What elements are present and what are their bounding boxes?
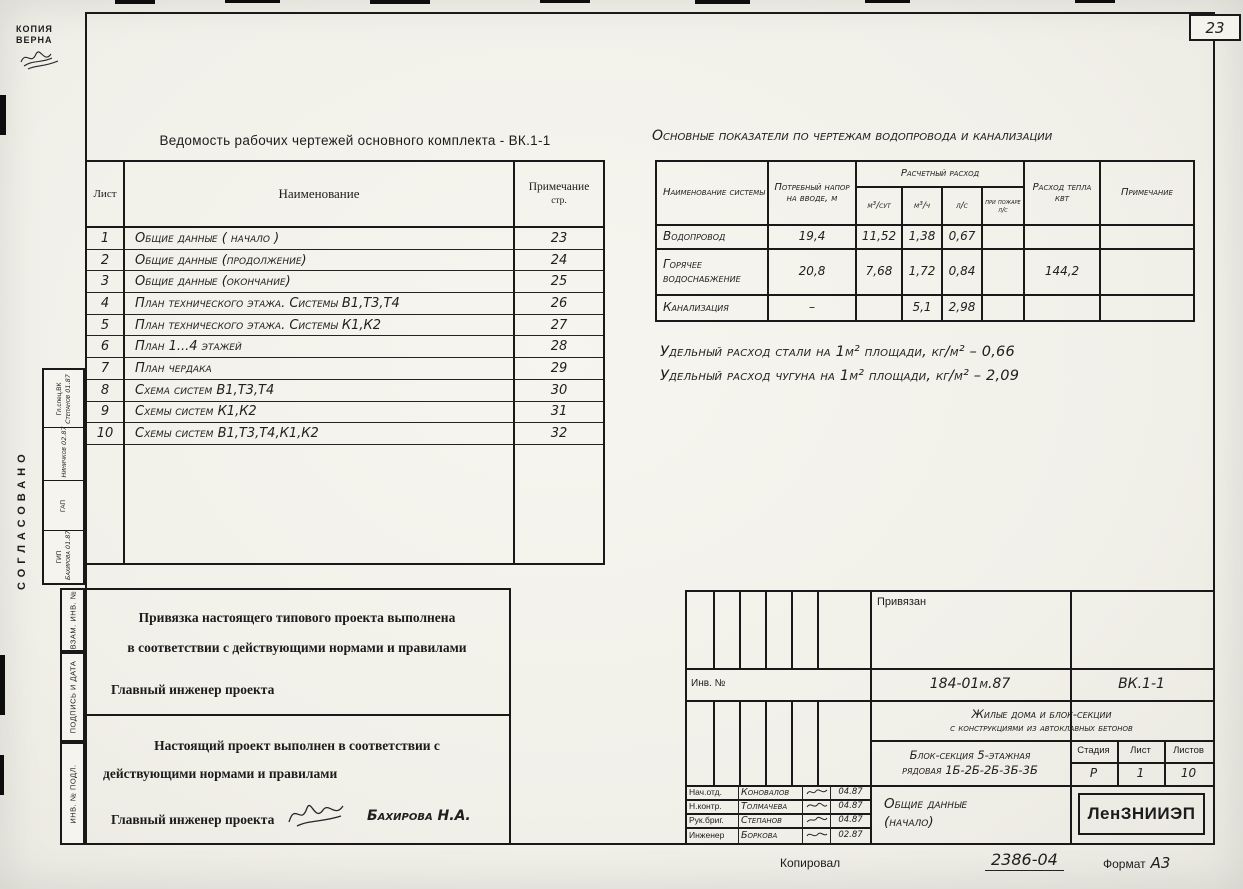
approval-row bbox=[44, 428, 83, 481]
drawing-list-empty-area bbox=[87, 445, 603, 563]
divider bbox=[765, 700, 767, 785]
divider bbox=[739, 700, 741, 785]
divider bbox=[739, 592, 741, 668]
note-label: Примечание bbox=[528, 181, 590, 194]
header-flow-group: Расчетный расход bbox=[857, 162, 1025, 188]
scan-mark bbox=[0, 755, 4, 795]
sheet-number: 7 bbox=[87, 358, 125, 379]
empty-cell bbox=[515, 445, 603, 563]
page-note: 24 bbox=[550, 252, 568, 268]
sheet-number: 9 bbox=[87, 402, 125, 423]
object-name-line: Блок-секция 5-этажная bbox=[909, 747, 1031, 762]
divider bbox=[817, 700, 819, 785]
project-name-line: Жилые дома и блок-секции bbox=[971, 707, 1112, 722]
value-heat: 144,2 bbox=[1025, 250, 1101, 296]
document-number: 2386-04 bbox=[985, 850, 1064, 871]
scan-mark bbox=[225, 0, 280, 3]
scan-mark bbox=[0, 95, 6, 135]
drawing-list-header bbox=[87, 162, 603, 228]
inv-podl-label: ИНВ. № ПОДЛ. bbox=[68, 763, 77, 824]
signer-name: Коновалов bbox=[739, 785, 803, 799]
signer-role: Рук.бриг. bbox=[687, 813, 739, 827]
drawing-list-table bbox=[85, 160, 605, 565]
scan-mark bbox=[540, 0, 590, 3]
divider bbox=[791, 592, 793, 668]
value-note bbox=[1101, 296, 1193, 320]
sheet-number: 6 bbox=[87, 336, 125, 357]
compliance-statement-block bbox=[85, 716, 511, 845]
divider bbox=[765, 592, 767, 668]
page-note: 27 bbox=[550, 317, 568, 333]
divider bbox=[791, 700, 793, 785]
table-row bbox=[87, 336, 603, 358]
sheet-number: 4 bbox=[87, 293, 125, 314]
indicators-table bbox=[655, 160, 1195, 322]
page-note: 32 bbox=[550, 426, 568, 442]
drawing-name: Общие данные ( начало ) bbox=[125, 228, 515, 249]
scan-mark bbox=[0, 655, 5, 715]
value-m3-h: 1,72 bbox=[903, 250, 943, 296]
table-row bbox=[87, 380, 603, 402]
approval-date: 01.87 bbox=[63, 373, 72, 393]
scan-mark bbox=[865, 0, 910, 3]
sign-date: 04.87 bbox=[838, 815, 863, 825]
signature-row bbox=[687, 799, 870, 813]
stage-label: Стадия bbox=[1077, 745, 1110, 757]
value-m3-h: 5,1 bbox=[903, 296, 943, 320]
sheet-title bbox=[870, 785, 1070, 843]
inv-podl-box bbox=[60, 742, 85, 845]
header-l-s: л/с bbox=[943, 188, 983, 226]
signature-row bbox=[687, 827, 870, 843]
approver-role: ГИП bbox=[55, 550, 63, 564]
drawing-name: Схемы систем К1,К2 bbox=[125, 402, 515, 423]
sheet-title-line: (начало) bbox=[884, 814, 934, 830]
drawing-name: Схемы систем В1,Т3,Т4,К1,К2 bbox=[125, 423, 515, 444]
project-name-line: с конструкциями из автоклавных бетонов bbox=[950, 721, 1133, 734]
value-fire bbox=[983, 296, 1025, 320]
signer-name: Толмачева bbox=[739, 799, 803, 813]
approval-date: 02.87 bbox=[59, 426, 68, 445]
signer-role: Инженер bbox=[687, 827, 739, 843]
divider bbox=[713, 592, 715, 668]
approval-date: 01.87 bbox=[63, 530, 72, 550]
table-row bbox=[87, 315, 603, 337]
privyazan-label: Привязан bbox=[877, 596, 927, 609]
value-m3-h: 1,38 bbox=[903, 226, 943, 250]
page-note: 30 bbox=[550, 382, 568, 398]
statement-line: Настоящий проект выполнен в соответствии с bbox=[154, 738, 440, 753]
format-value: А3 bbox=[1150, 854, 1171, 872]
vzam-inv-box bbox=[60, 588, 85, 652]
statement-line: Привязка настоящего типового проекта выполнена bbox=[138, 610, 456, 625]
soglasovano-label: СОГЛАСОВАНО bbox=[16, 449, 28, 590]
title-block bbox=[685, 590, 1215, 845]
value-m3-day bbox=[857, 296, 903, 320]
page-note: 25 bbox=[550, 274, 568, 290]
empty-cell bbox=[87, 445, 125, 563]
value-m3-day: 7,68 bbox=[857, 250, 903, 296]
approver-name: Ниничков bbox=[59, 447, 68, 478]
iron-consumption-note: Удельный расход чугуна на 1м² площади, кг/м² – 2,09 bbox=[660, 368, 1020, 384]
signature bbox=[803, 799, 831, 813]
sheet-number: 5 bbox=[87, 315, 125, 336]
signature bbox=[803, 785, 831, 799]
value-l-s: 0,84 bbox=[943, 250, 983, 296]
drawing-name: План технического этажа. Системы К1,К2 bbox=[125, 315, 515, 336]
value-m3-day: 11,52 bbox=[857, 226, 903, 250]
empty-cell bbox=[125, 445, 515, 563]
table-row bbox=[87, 402, 603, 424]
drawing-name: Схема систем В1,Т3,Т4 bbox=[125, 380, 515, 401]
signer-role: Нач.отд. bbox=[687, 785, 739, 799]
object-name bbox=[870, 740, 1070, 785]
page-note: 26 bbox=[550, 295, 568, 311]
sheet-number: 10 bbox=[87, 423, 125, 444]
organization-box bbox=[1078, 793, 1205, 835]
system-name: Водопровод bbox=[657, 226, 769, 250]
page-note: 29 bbox=[550, 360, 568, 376]
sheets-value: 10 bbox=[1180, 766, 1197, 781]
signer-name: Степанов bbox=[739, 813, 803, 827]
vzam-inv-label: ВЗАМ. ИНВ. № bbox=[68, 590, 77, 650]
value-fire bbox=[983, 250, 1025, 296]
sheets-label: Листов bbox=[1173, 745, 1204, 757]
project-name bbox=[870, 702, 1213, 740]
copy-stamp-line: КОПИЯ bbox=[16, 24, 53, 34]
signature-row bbox=[687, 813, 870, 827]
sheet-label: Лист bbox=[1130, 745, 1151, 757]
stage-value: Р bbox=[1089, 766, 1098, 781]
drawing-list-title: Ведомость рабочих чертежей основного комплекта - ВК.1-1 bbox=[159, 133, 551, 148]
document-code: 184-01м.87 bbox=[929, 675, 1011, 692]
note-sublabel: стр. bbox=[551, 196, 567, 207]
column-header-sheet: Лист bbox=[87, 162, 125, 226]
statement-line: в соответствии с действующими нормами и правилами bbox=[127, 640, 467, 655]
sign-date: 04.87 bbox=[838, 801, 863, 811]
signature-row bbox=[687, 785, 870, 799]
approver-name: Степанов bbox=[63, 394, 72, 424]
divider bbox=[817, 592, 819, 668]
value-pressure: 19,4 bbox=[769, 226, 857, 250]
podpis-data-box bbox=[60, 652, 85, 742]
approval-row bbox=[44, 370, 83, 428]
inv-no-label: Инв. № bbox=[691, 678, 726, 689]
sheet-title-line: Общие данные bbox=[884, 796, 968, 813]
sign-date: 04.87 bbox=[838, 787, 863, 797]
chief-engineer-label: Главный инженер проекта bbox=[111, 682, 275, 697]
value-pressure: 20,8 bbox=[769, 250, 857, 296]
column-header-note bbox=[515, 162, 603, 226]
sheet-value: 1 bbox=[1136, 766, 1145, 781]
table-row bbox=[87, 228, 603, 250]
approval-stamp bbox=[42, 368, 85, 585]
page-note: 31 bbox=[550, 404, 568, 420]
header-m3-h: м³/ч bbox=[903, 188, 943, 226]
scan-mark bbox=[1075, 0, 1115, 3]
copy-stamp-line: ВЕРНА bbox=[16, 34, 53, 45]
signature bbox=[803, 827, 831, 843]
signer-role: Н.контр. bbox=[687, 799, 739, 813]
indicators-title: Основные показатели по чертежам водопровода и канализации bbox=[652, 128, 1053, 144]
value-heat bbox=[1025, 296, 1101, 320]
page-number-box: 23 bbox=[1189, 14, 1241, 41]
approval-row bbox=[44, 481, 83, 531]
sheet-number: 2 bbox=[87, 250, 125, 271]
header-fire-flow: при пожаре л/с bbox=[983, 188, 1025, 226]
signer-name: Боркова bbox=[739, 827, 803, 843]
column-header-name: Наименование bbox=[125, 162, 515, 226]
header-note: Примечание bbox=[1101, 162, 1193, 226]
approval-row bbox=[44, 531, 83, 583]
header-m3-day: м³/сут bbox=[857, 188, 903, 226]
table-row bbox=[87, 271, 603, 293]
drawing-name: План чердака bbox=[125, 358, 515, 379]
value-note bbox=[1101, 250, 1193, 296]
kopiroval-label: Копировал bbox=[780, 856, 841, 870]
page-note: 28 bbox=[550, 339, 568, 355]
value-pressure: – bbox=[769, 296, 857, 320]
value-heat bbox=[1025, 226, 1101, 250]
drawing-name: Общие данные (окончание) bbox=[125, 271, 515, 292]
chief-engineer-name: Бахирова Н.А. bbox=[367, 808, 471, 824]
drawing-name: План технического этажа. Системы В1,Т3,Т4 bbox=[125, 293, 515, 314]
approver-name: Бахирова bbox=[63, 551, 72, 580]
drawing-name: План 1...4 этажей bbox=[125, 336, 515, 357]
approver-role: Гл.спец.ВК bbox=[55, 382, 63, 415]
organization-name: ЛенЗНИИЭП bbox=[1087, 804, 1196, 823]
header-system: Наименование системы bbox=[657, 162, 769, 226]
sign-date: 02.87 bbox=[838, 830, 863, 840]
scan-mark bbox=[695, 0, 750, 4]
signature bbox=[283, 796, 353, 832]
header-heat: Расход тепла квт bbox=[1025, 162, 1101, 226]
table-row bbox=[87, 250, 603, 272]
signature bbox=[803, 813, 831, 827]
value-note bbox=[1101, 226, 1193, 250]
drawing-name: Общие данные (продолжение) bbox=[125, 250, 515, 271]
object-name-line: рядовая 1Б-2Б-2Б-3Б-3Б bbox=[902, 762, 1038, 777]
sheet-number: 3 bbox=[87, 271, 125, 292]
table-row bbox=[87, 293, 603, 315]
page-note: 23 bbox=[550, 230, 568, 246]
binding-statement-block bbox=[85, 588, 511, 716]
steel-consumption-note: Удельный расход стали на 1м² площади, кг/м² – 0,66 bbox=[660, 344, 1015, 360]
sheet-number: 1 bbox=[87, 228, 125, 249]
value-l-s: 2,98 bbox=[943, 296, 983, 320]
signature bbox=[18, 46, 64, 72]
system-name: Горячее водоснабжение bbox=[657, 250, 769, 296]
value-l-s: 0,67 bbox=[943, 226, 983, 250]
format-word: Формат bbox=[1103, 857, 1146, 871]
header-pressure: Потребный напор на вводе, м bbox=[769, 162, 857, 226]
copy-stamp bbox=[16, 24, 53, 46]
statement-line: действующими нормами и правилами bbox=[103, 766, 338, 781]
divider bbox=[713, 700, 715, 785]
scan-mark bbox=[370, 0, 430, 4]
approver-role: ГАП bbox=[59, 499, 67, 512]
value-fire bbox=[983, 226, 1025, 250]
system-name: Канализация bbox=[657, 296, 769, 320]
format-label bbox=[1103, 854, 1170, 872]
podpis-data-label: ПОДПИСЬ И ДАТА bbox=[68, 660, 77, 734]
table-row bbox=[87, 423, 603, 445]
set-code: ВК.1-1 bbox=[1118, 675, 1165, 692]
scan-mark bbox=[115, 0, 155, 4]
sheet-number: 8 bbox=[87, 380, 125, 401]
chief-engineer-label: Главный инженер проекта bbox=[111, 812, 275, 827]
table-row bbox=[87, 358, 603, 380]
